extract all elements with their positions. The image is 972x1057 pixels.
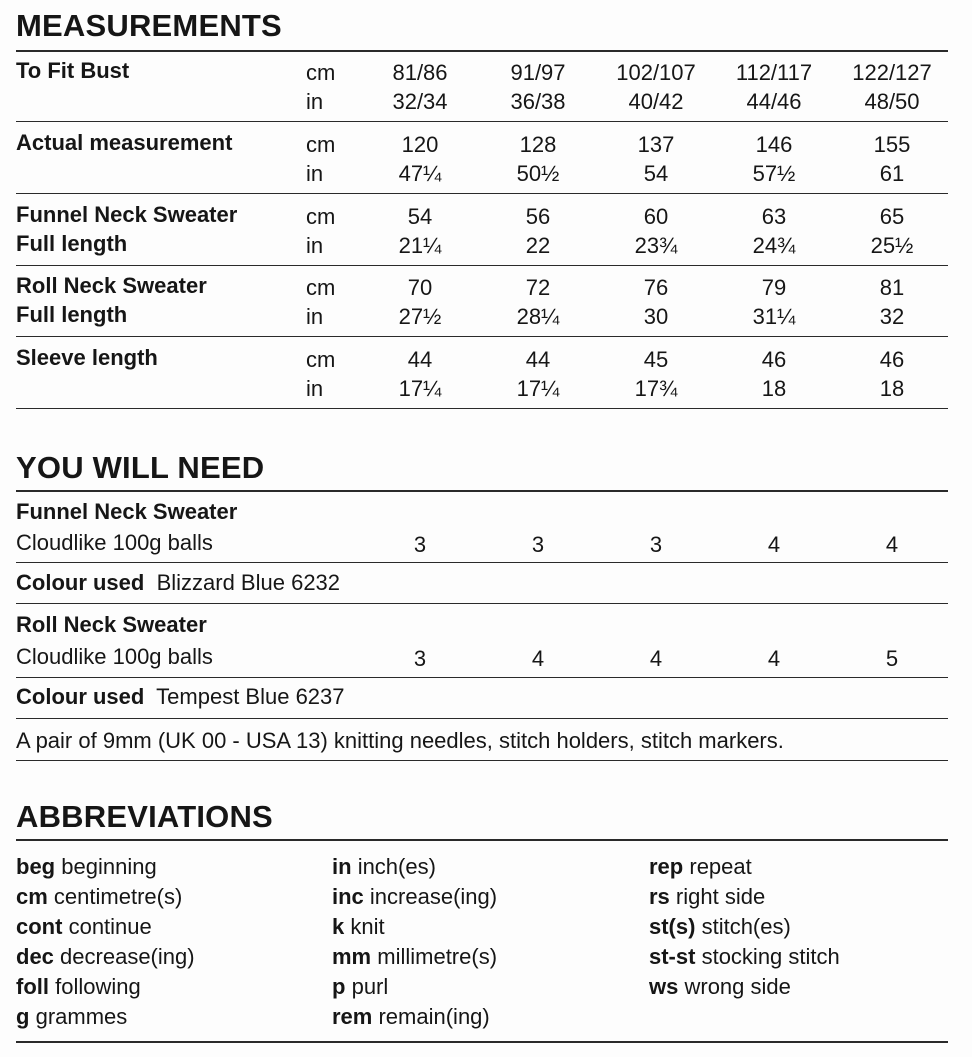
size-value-cm: 120 <box>401 132 439 157</box>
size-value-cm: 70 <box>407 275 433 300</box>
divider <box>16 265 948 266</box>
size-value-in: 44/46 <box>746 89 802 114</box>
funnel-neck-title: Funnel Neck Sweater <box>16 499 238 524</box>
abbreviation-meaning: beginning <box>61 854 157 879</box>
unit-in: in <box>306 376 324 401</box>
size-value-cm: 128 <box>519 132 557 157</box>
abbreviation-key: cont <box>16 914 63 939</box>
abbreviation-meaning: increase(ing) <box>369 884 498 909</box>
size-value-in: 23¾ <box>634 233 678 258</box>
divider <box>16 839 948 841</box>
size-value-in: 40/42 <box>628 89 684 114</box>
abbreviation-entry <box>332 972 388 1002</box>
abbreviation-key: in <box>332 854 352 879</box>
size-value-in: 22 <box>525 233 551 258</box>
divider <box>16 760 948 761</box>
abbreviation-entry <box>649 912 791 942</box>
size-value-in: 32 <box>879 304 905 329</box>
abbreviation-entry <box>649 882 765 912</box>
size-value-cm: 65 <box>879 204 905 229</box>
abbreviation-entry <box>332 882 497 912</box>
ball-count: 4 <box>531 646 545 671</box>
abbreviation-meaning: remain(ing) <box>378 1004 490 1029</box>
unit-cm: cm <box>306 132 336 157</box>
roll-neck-title: Roll Neck Sweater <box>16 612 207 637</box>
abbreviation-key: dec <box>16 944 54 969</box>
size-value-cm: 44 <box>525 347 551 372</box>
size-value-cm: 81 <box>879 275 905 300</box>
size-value-in: 47¼ <box>398 161 442 186</box>
unit-in: in <box>306 89 324 114</box>
abbreviation-entry <box>16 972 141 1002</box>
abbreviation-meaning: millimetre(s) <box>377 944 498 969</box>
abbreviation-meaning: purl <box>351 974 389 999</box>
abbreviation-meaning: right side <box>675 884 766 909</box>
divider <box>16 193 948 194</box>
funnel-colour-value: Blizzard Blue 6232 <box>156 570 341 595</box>
abbreviation-meaning: wrong side <box>684 974 791 999</box>
divider <box>16 408 948 409</box>
size-value-cm: 46 <box>761 347 787 372</box>
ball-count: 3 <box>531 532 545 557</box>
size-value-in: 36/38 <box>510 89 566 114</box>
abbreviation-meaning: stitch(es) <box>701 914 791 939</box>
abbreviation-entry <box>649 852 752 882</box>
abbreviation-meaning: repeat <box>689 854 752 879</box>
size-value-in: 54 <box>643 161 669 186</box>
abbreviation-meaning: decrease(ing) <box>60 944 195 969</box>
funnel-colour-row <box>16 568 340 598</box>
ball-count: 4 <box>767 532 781 557</box>
size-value-cm: 155 <box>873 132 911 157</box>
size-value-in: 50½ <box>516 161 560 186</box>
divider <box>16 562 948 563</box>
you-will-need-heading: YOU WILL NEED <box>16 450 265 485</box>
divider <box>16 677 948 678</box>
colour-used-label: Colour used <box>16 570 145 595</box>
abbreviation-key: st-st <box>649 944 696 969</box>
abbreviation-key: rs <box>649 884 670 909</box>
ball-count: 5 <box>885 646 899 671</box>
size-value-in: 17¼ <box>398 376 442 401</box>
abbreviation-entry <box>332 912 385 942</box>
abbreviation-key: inc <box>332 884 364 909</box>
ball-count: 3 <box>413 646 427 671</box>
size-value-cm: 63 <box>761 204 787 229</box>
size-value-in: 48/50 <box>864 89 920 114</box>
size-value-in: 17¾ <box>634 376 678 401</box>
size-value-cm: 91/97 <box>510 60 566 85</box>
abbreviation-entry <box>16 852 157 882</box>
size-value-cm: 137 <box>637 132 675 157</box>
size-value-in: 30 <box>643 304 669 329</box>
size-value-in: 57½ <box>752 161 796 186</box>
size-value-cm: 76 <box>643 275 669 300</box>
size-value-cm: 81/86 <box>392 60 448 85</box>
ball-count: 4 <box>649 646 663 671</box>
size-value-cm: 44 <box>407 347 433 372</box>
divider <box>16 718 948 719</box>
abbreviation-key: k <box>332 914 345 939</box>
abbreviation-entry <box>16 882 182 912</box>
abbreviation-meaning: continue <box>68 914 152 939</box>
abbreviation-key: p <box>332 974 346 999</box>
divider <box>16 1041 948 1043</box>
size-value-cm: 72 <box>525 275 551 300</box>
size-value-cm: 56 <box>525 204 551 229</box>
row-label: Sleeve length <box>16 345 158 370</box>
size-value-cm: 79 <box>761 275 787 300</box>
roll-yarn-label: Cloudlike 100g balls <box>16 644 213 669</box>
size-value-in: 28¼ <box>516 304 560 329</box>
size-value-cm: 122/127 <box>852 60 932 85</box>
abbreviation-entry <box>332 942 497 972</box>
abbreviation-key: beg <box>16 854 56 879</box>
row-sublabel: Full length <box>16 231 128 256</box>
unit-cm: cm <box>306 275 336 300</box>
size-value-cm: 46 <box>879 347 905 372</box>
size-value-cm: 45 <box>643 347 669 372</box>
size-value-cm: 54 <box>407 204 433 229</box>
abbreviation-entry <box>16 1002 127 1032</box>
abbreviation-meaning: following <box>55 974 141 999</box>
abbreviation-entry <box>16 912 152 942</box>
colour-used-label: Colour used <box>16 684 145 709</box>
abbreviation-key: ws <box>649 974 679 999</box>
roll-colour-row <box>16 682 345 712</box>
abbreviation-entry <box>649 972 791 1002</box>
divider <box>16 603 948 604</box>
row-sublabel: Full length <box>16 302 128 327</box>
ball-count: 4 <box>885 532 899 557</box>
unit-in: in <box>306 304 324 329</box>
size-value-cm: 112/117 <box>735 60 813 85</box>
abbreviation-entry <box>332 1002 490 1032</box>
size-value-in: 61 <box>879 161 905 186</box>
unit-cm: cm <box>306 60 336 85</box>
size-value-in: 18 <box>761 376 787 401</box>
abbreviations-heading: ABBREVIATIONS <box>16 799 273 834</box>
size-value-in: 24¾ <box>752 233 796 258</box>
size-value-in: 18 <box>879 376 905 401</box>
ball-count: 4 <box>767 646 781 671</box>
abbreviation-meaning: grammes <box>35 1004 128 1029</box>
needles-text: A pair of 9mm (UK 00 - USA 13) knitting needles, stitch holders, stitch markers. <box>16 728 784 753</box>
divider <box>16 336 948 337</box>
size-value-in: 21¼ <box>398 233 442 258</box>
abbreviation-key: st(s) <box>649 914 696 939</box>
abbreviation-key: mm <box>332 944 372 969</box>
size-value-cm: 102/107 <box>616 60 696 85</box>
size-value-cm: 146 <box>755 132 793 157</box>
abbreviation-entry <box>16 942 195 972</box>
abbreviation-key: rem <box>332 1004 373 1029</box>
abbreviation-key: cm <box>16 884 48 909</box>
abbreviation-key: foll <box>16 974 49 999</box>
unit-cm: cm <box>306 347 336 372</box>
divider <box>16 50 948 52</box>
size-value-cm: 60 <box>643 204 669 229</box>
divider <box>16 490 948 492</box>
ball-count: 3 <box>413 532 427 557</box>
unit-in: in <box>306 161 324 186</box>
abbreviation-key: g <box>16 1004 30 1029</box>
abbreviation-key: rep <box>649 854 684 879</box>
size-value-in: 31¼ <box>752 304 796 329</box>
roll-colour-value: Tempest Blue 6237 <box>156 684 345 709</box>
row-label: Funnel Neck Sweater <box>16 202 238 227</box>
row-label: Actual measurement <box>16 130 233 155</box>
divider <box>16 121 948 122</box>
size-value-in: 32/34 <box>392 89 448 114</box>
abbreviation-meaning: inch(es) <box>357 854 436 879</box>
size-value-in: 17¼ <box>516 376 560 401</box>
ball-count: 3 <box>649 532 663 557</box>
unit-in: in <box>306 233 324 258</box>
abbreviation-entry <box>649 942 840 972</box>
size-value-in: 27½ <box>398 304 442 329</box>
abbreviation-entry <box>332 852 436 882</box>
row-label: Roll Neck Sweater <box>16 273 207 298</box>
row-label: To Fit Bust <box>16 58 130 83</box>
unit-cm: cm <box>306 204 336 229</box>
size-value-in: 25½ <box>870 233 914 258</box>
funnel-yarn-label: Cloudlike 100g balls <box>16 530 213 555</box>
abbreviation-meaning: stocking stitch <box>701 944 840 969</box>
measurements-heading: MEASUREMENTS <box>16 8 282 43</box>
abbreviation-meaning: knit <box>350 914 385 939</box>
abbreviation-meaning: centimetre(s) <box>53 884 183 909</box>
